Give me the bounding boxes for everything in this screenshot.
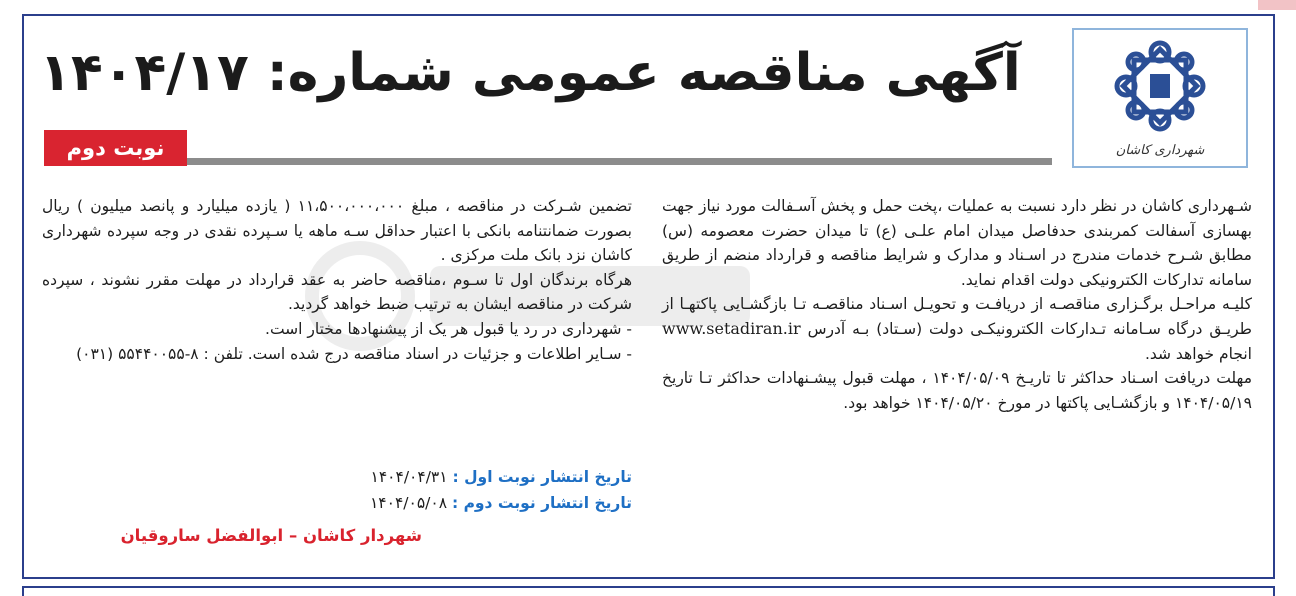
second-publication-line <box>42 490 632 516</box>
left-column <box>42 194 632 366</box>
bottom-border <box>22 586 1275 596</box>
second-publication-date: ۱۴۰۴/۰۵/۰۸ <box>369 494 448 512</box>
kashan-municipality-emblem-icon <box>1112 38 1208 134</box>
second-publication-label: تاریخ انتشار نوبت دوم : <box>451 494 632 512</box>
first-publication-label: تاریخ انتشار نوبت اول : <box>452 468 632 486</box>
publication-dates <box>42 464 632 516</box>
body-paragraph: کلیـه مراحـل برگـزاری مناقصـه از دریافـت و تحویـل اسـناد مناقصـه تـا بازگشـایی پاکتهـا از طریـق درگاه سـامانه تـدارکات الکترونیکـی دولت (سـتاد) بـه آدرس www.setadiran.ir انجام خواهد شد. <box>662 295 1252 363</box>
body-paragraph: هرگاه برندگان اول تا سـوم ،مناقصه حاضر به عقد قرارداد در مهلت مقرر نشوند ، سپرده شرکت در مناقصه ایشان به ترتیب ضبط خواهد گردید. <box>42 270 632 314</box>
website-link[interactable]: www.setadiran.ir <box>662 318 801 338</box>
body-paragraph: - سـایر اطلاعات و جزئیات در اسناد مناقصه درج شده است. تلفن : ۸-۵۵۴۴۰۰۵۵ (۰۳۱) <box>76 344 632 363</box>
first-publication-line <box>42 464 632 490</box>
body-paragraph: مهلت دریافت اسـناد حداکثر تا تاریـخ ۱۴۰۴/۰۵/۰۹ ، مهلت قبول پیشـنهادات حداکثر تـا تاریخ ۱۴۰۴/۰۵/۱۹ و بازگشـایی پاکتها در مورخ ۱۴۰۴/۰۵/۲۰ خواهد بود. <box>662 369 1252 412</box>
title-underline <box>185 158 1052 165</box>
notice-title: آگهی مناقصه عمومی شماره: ۱۴۰۴/۱۷ <box>39 43 1021 103</box>
body-paragraph: شـهرداری کاشان در نظر دارد نسبت به عملیات ،پخت حمل و پخش آسـفالت مورد نیاز جهت بهسازی آسفالت کمربندی حدفاصل میدان امام علـی (ع) تا میدان حضرت معصومه (س) مطابق شـرح خدمات مندرج در اسـناد و مدارک و شرایط مناقصه و قرارداد منضم از طریق سامانه تدارکات الکترونیکی دولت اقدام نماید. <box>662 197 1252 289</box>
right-column <box>662 194 1252 415</box>
logo-caption: شهرداری کاشان <box>1115 143 1205 158</box>
mayor-signature: شهردار کاشان – ابوالفضل ساروقیان <box>120 526 422 545</box>
first-publication-date: ۱۴۰۴/۰۴/۳۱ <box>370 468 448 486</box>
body-paragraph: - شهرداری در رد یا قبول هر یک از پیشنهادها مختار است. <box>265 319 632 338</box>
body-paragraph: تضمین شـرکت در مناقصه ، مبلغ ۱۱،۵۰۰،۰۰۰،۰۰۰ ( یازده میلیارد و پانصد میلیون ) ریال بصورت ضمانتنامه بانکی با اعتبار حداقل سـه ماهه یا سـپرده نقدی در وجه سپرده شهرداری کاشان نزد بانک ملت مرکزی . <box>42 197 632 265</box>
corner-accent <box>1258 0 1296 10</box>
second-publication-badge: نوبت دوم <box>44 130 187 166</box>
logo-box <box>1072 28 1248 168</box>
